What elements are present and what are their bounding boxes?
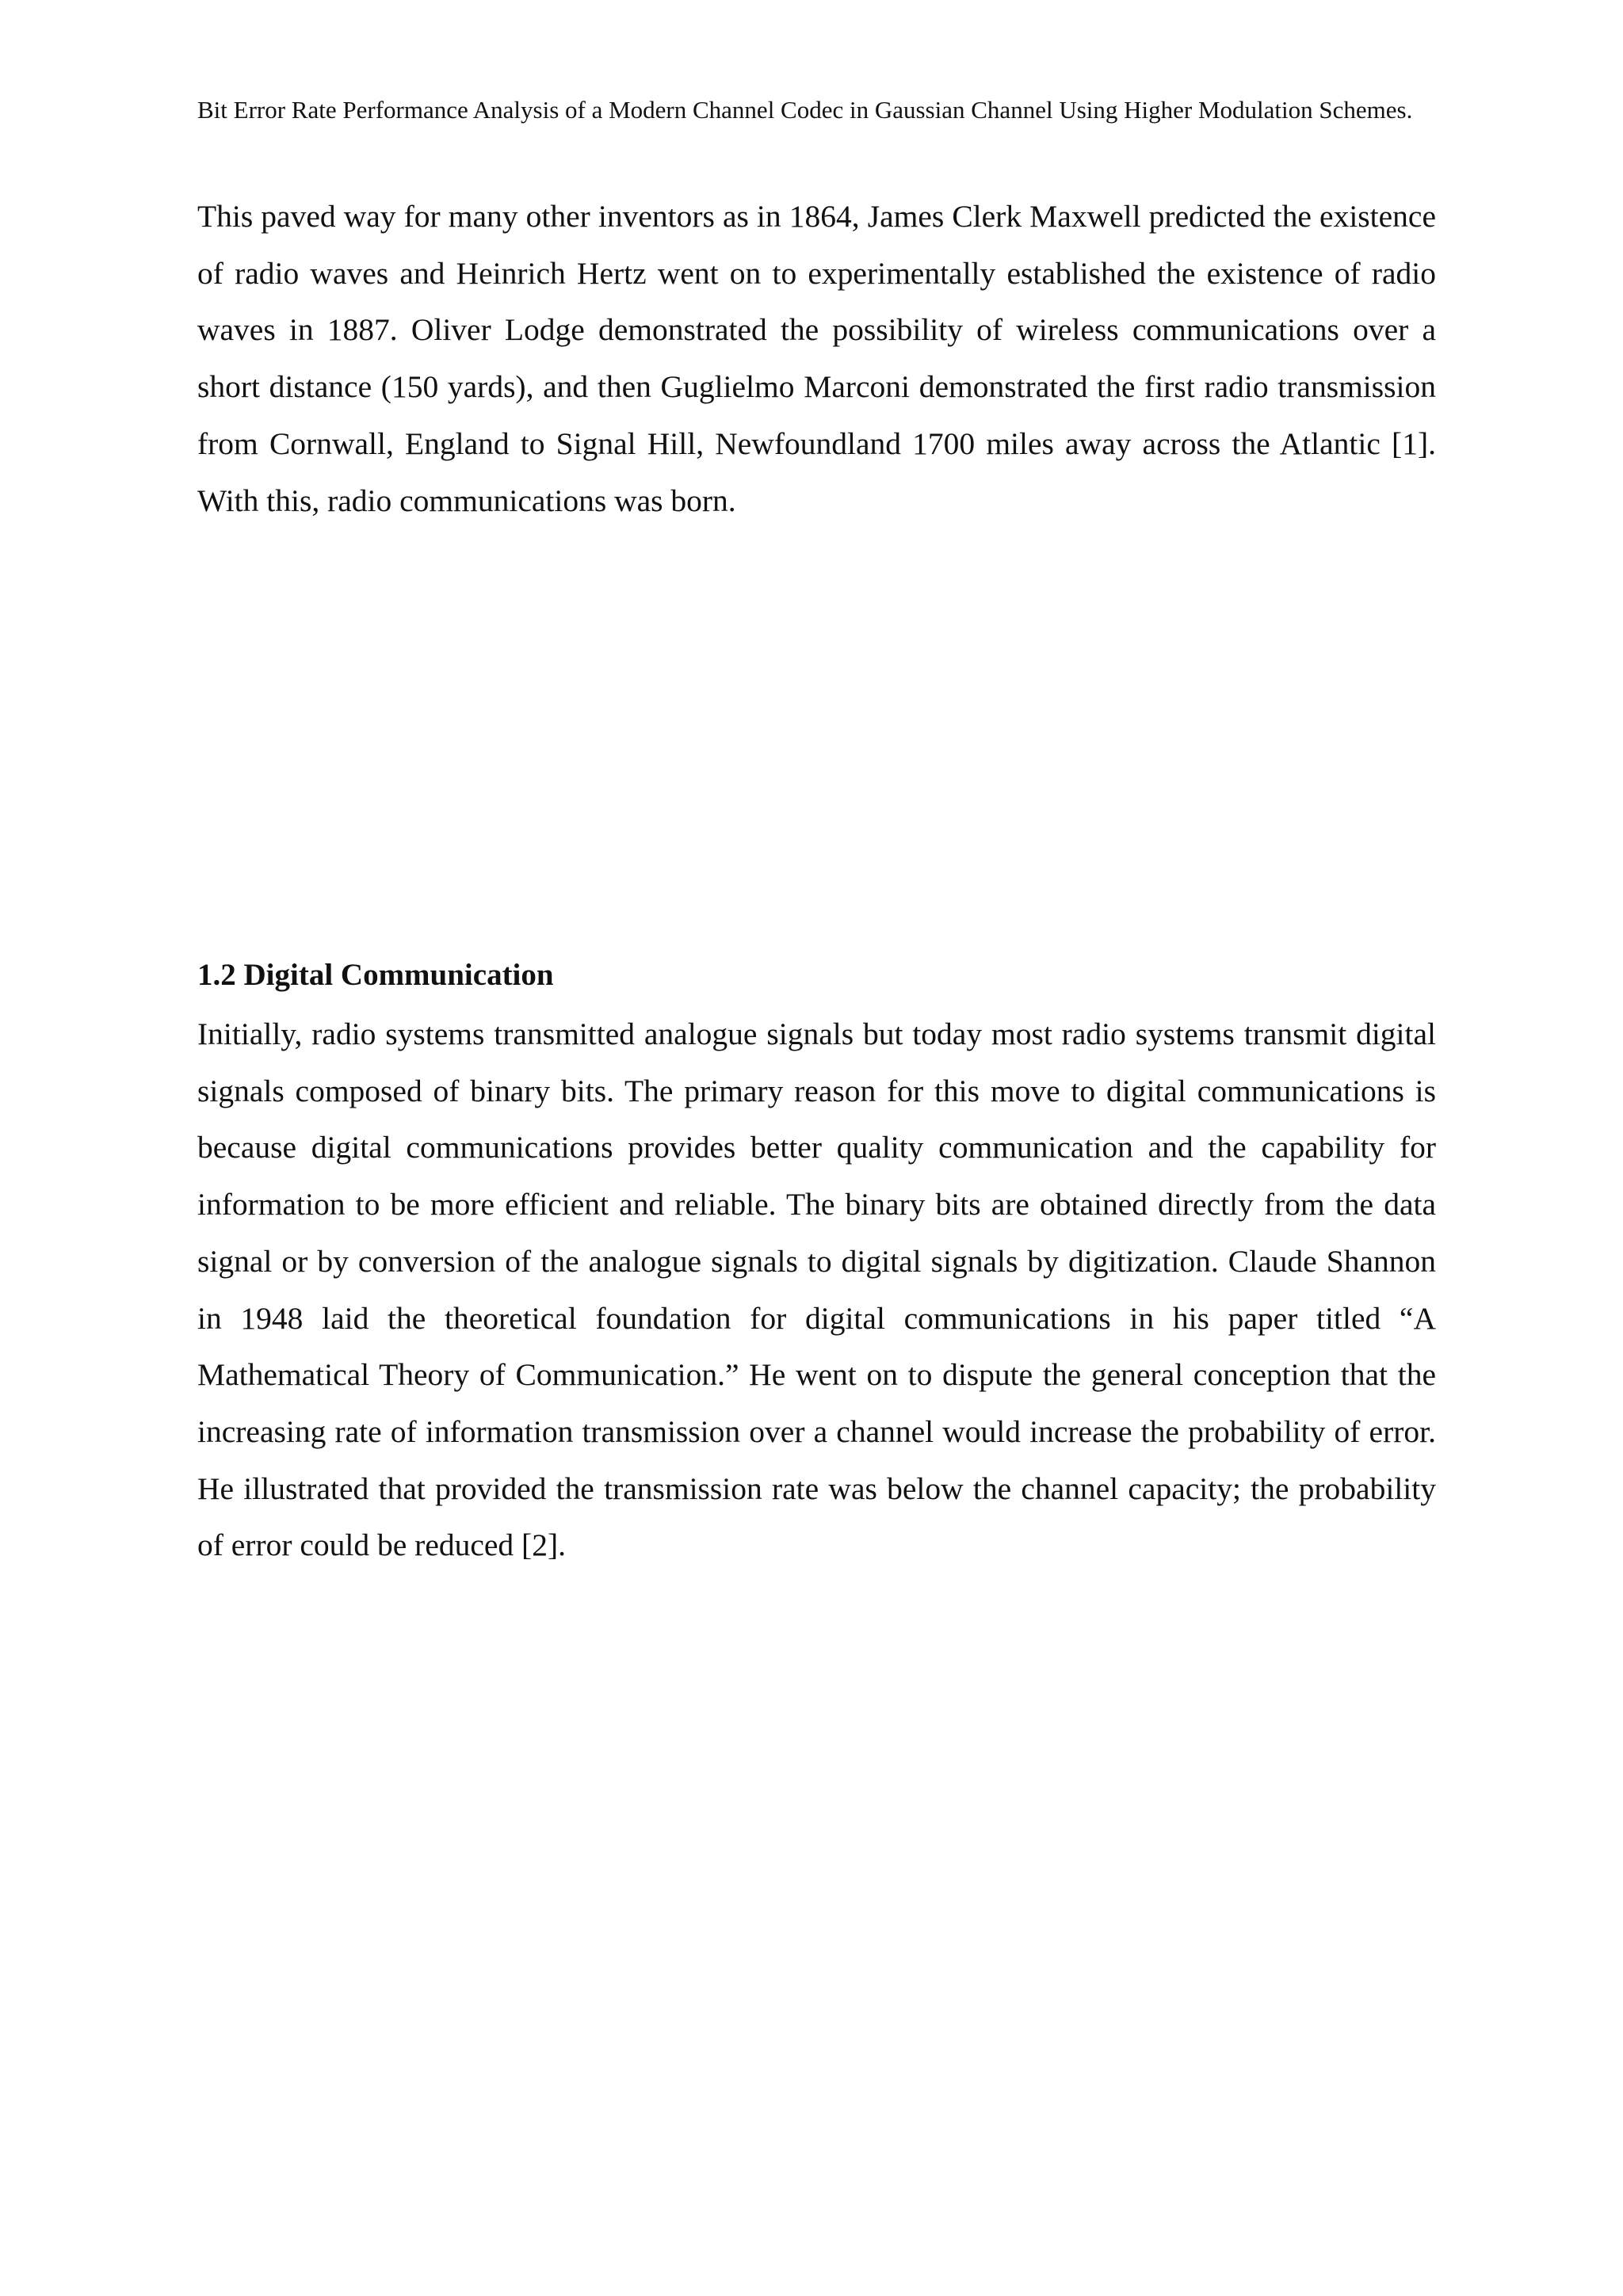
section-heading: 1.2 Digital Communication	[197, 958, 554, 992]
body-paragraph-digital-communication: Initially, radio systems transmitted analogue signals but today most radio systems transmit digital signals composed of binary bits. The primary reason for this move to digital communications is because digital communications provides better quality communication and the capability for information to be more efficient and reliable. The binary bits are obtained directly from the data signal or by conversion of the analogue signals to digital signals by digitization. Claude Shannon in 1948 laid the theoretical foundation for digital communications in his paper titled “A Mathematical Theory of Communication.” He went on to dispute the general conception that the increasing rate of information transmission over a channel would increase the probability of error. He illustrated that provided the transmission rate was below the channel capacity; the probability of error could be reduced [2].	[197, 1016, 1436, 1563]
body-paragraph-history: This paved way for many other inventors as in 1864, James Clerk Maxwell predicted the existence of radio waves and Heinrich Hertz went on to experimentally established the existence of radio waves in 1887. Oliver Lodge demonstrated the possibility of wireless communications over a short distance (150 yards), and then Guglielmo Marconi demonstrated the first radio transmission from Cornwall, England to Signal Hill, Newfoundland 1700 miles away across the Atlantic [1]. With this, radio communications was born.	[197, 199, 1436, 518]
running-header: Bit Error Rate Performance Analysis of a Modern Channel Codec in Gaussian Channel Using Higher Modulation Schemes.	[197, 96, 1413, 124]
